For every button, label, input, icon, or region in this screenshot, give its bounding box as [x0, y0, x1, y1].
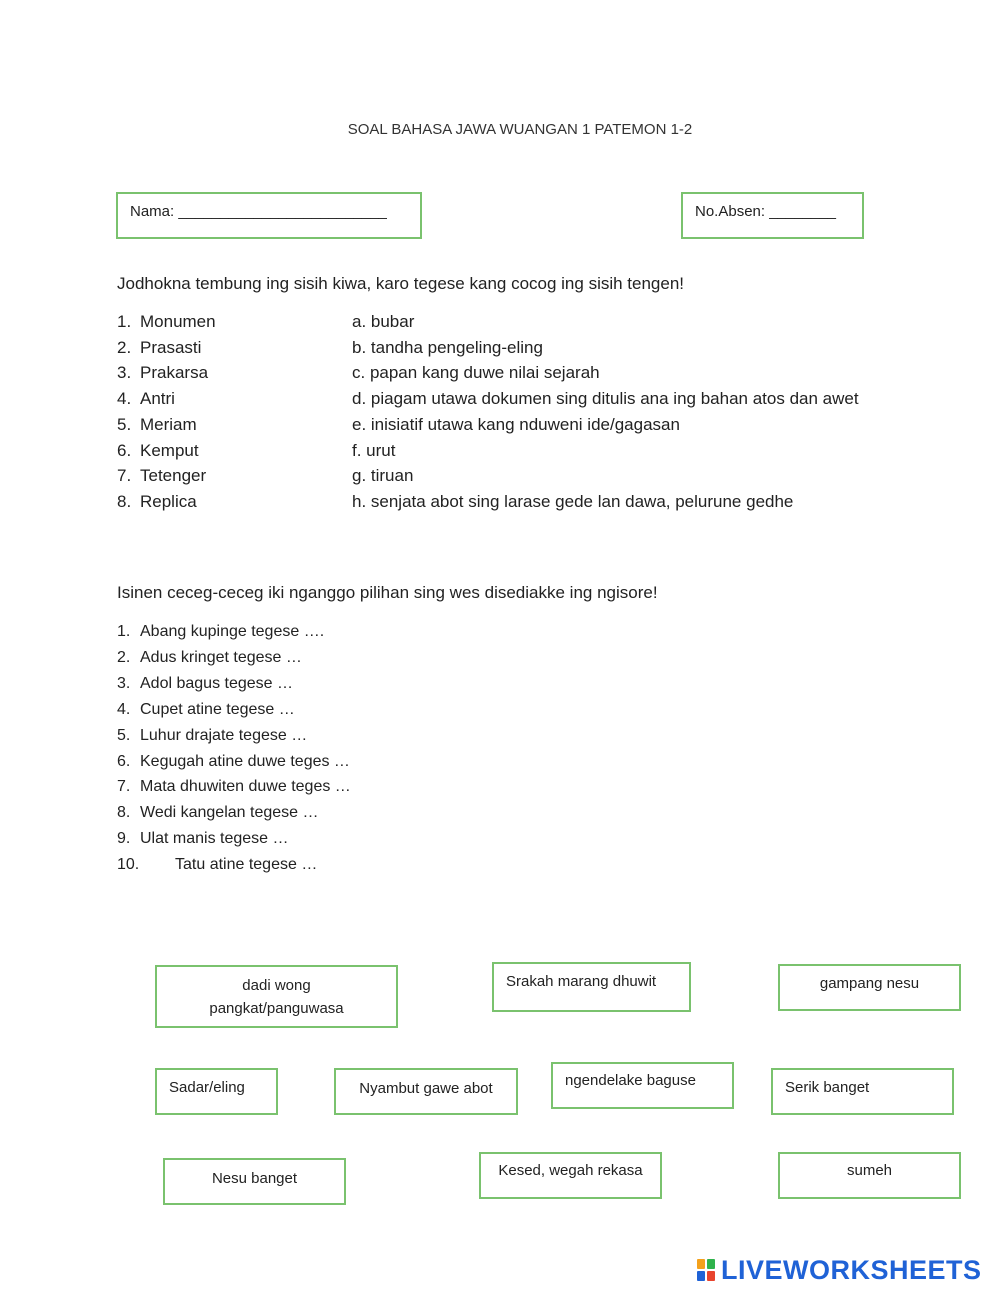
fill-in-number: 10. [117, 856, 140, 874]
name-box [116, 192, 422, 239]
option-box-7[interactable] [771, 1068, 954, 1115]
option-box-2[interactable] [492, 962, 691, 1012]
option-box-5[interactable] [334, 1068, 518, 1115]
option-box-8[interactable] [163, 1158, 346, 1205]
option-text: gampang nesu [819, 975, 920, 992]
option-text: pangkat/panguwasa [209, 1000, 344, 1017]
option-text: ngendelake baguse [565, 1072, 696, 1089]
fill-in-question: Ulat manis tegese … [140, 830, 289, 848]
fill-in-row [117, 856, 317, 874]
matching-number: 4. [117, 389, 132, 409]
option-text: Sadar/eling [169, 1079, 245, 1096]
matching-term: Replica [140, 491, 197, 511]
fill-in-number: 9. [117, 830, 131, 848]
fill-in-row [117, 649, 302, 667]
matching-number: 7. [117, 466, 132, 486]
fill-in-question: Kegugah atine duwe teges … [140, 752, 350, 770]
matching-number: 3. [117, 363, 132, 383]
matching-number: 2. [117, 337, 132, 357]
fill-in-row [117, 675, 293, 693]
matching-definition: b. tandha pengeling-eling [352, 337, 543, 357]
matching-number: 8. [117, 491, 132, 511]
option-text: sumeh [846, 1162, 893, 1179]
matching-term: Meriam [140, 414, 197, 434]
option-box-3[interactable] [778, 964, 961, 1011]
fill-in-row [117, 727, 307, 745]
fill-in-question: Luhur drajate tegese … [140, 726, 308, 744]
matching-term: Tetenger [140, 466, 207, 486]
option-box-1[interactable] [155, 965, 398, 1028]
option-text: Srakah marang dhuwit [506, 973, 657, 990]
option-text: Serik banget [785, 1079, 870, 1096]
name-field-label: Nama: _________________________ [130, 203, 387, 220]
matching-definition: c. papan kang duwe nilai sejarah [352, 363, 600, 383]
fill-in-question: Adus kringet tegese … [140, 648, 302, 666]
logo-block [697, 1271, 705, 1281]
fill-in-number: 6. [117, 752, 131, 770]
fill-in-question: Adol bagus tegese … [140, 674, 293, 692]
fill-in-number: 5. [117, 726, 131, 744]
matching-number: 5. [117, 414, 132, 434]
option-text: Kesed, wegah rekasa [498, 1162, 643, 1179]
matching-number: 6. [117, 440, 132, 460]
option-text: Nesu banget [211, 1170, 298, 1187]
option-box-4[interactable] [155, 1068, 278, 1115]
liveworksheets-blocks-icon [697, 1259, 715, 1281]
matching-term: Prakarsa [140, 363, 209, 383]
fill-in-row [117, 830, 289, 848]
matching-number: 1. [117, 312, 132, 331]
matching-definition: h. senjata abot sing larase gede lan dawa, pelurune gedhe [352, 491, 794, 511]
matching-definition: e. inisiatif utawa kang nduweni ide/gagasan [352, 414, 680, 434]
fill-in-question: Wedi kangelan tegese … [140, 804, 319, 822]
fill-in-row [117, 753, 350, 771]
matching-definition: g. tiruan [352, 466, 414, 486]
option-box-10[interactable] [778, 1152, 961, 1199]
fill-in-question: Cupet atine tegese … [140, 700, 295, 718]
matching-definition: f. urut [352, 440, 396, 460]
fill-in-row [117, 701, 295, 719]
page-title: SOAL BAHASA JAWA WUANGAN 1 PATEMON 1-2 [347, 121, 693, 138]
logo-block [707, 1271, 715, 1281]
section1-instruction: Jodhokna tembung ing sisih kiwa, karo tegese kang cocog ing sisih tengen! [117, 274, 685, 293]
fill-in-question: Mata dhuwiten duwe teges … [140, 778, 351, 796]
fill-in-number: 1. [117, 623, 131, 640]
fill-in-row [117, 778, 351, 796]
option-text: Nyambut gawe abot [359, 1080, 493, 1097]
matching-definition: d. piagam utawa dokumen sing ditulis ana ing bahan atos dan awet [352, 389, 859, 409]
fill-in-question: Tatu atine tegese … [175, 856, 318, 874]
matching-term: Antri [140, 389, 175, 409]
matching-term: Kemput [140, 440, 199, 460]
fill-in-row [117, 804, 318, 822]
logo-block [697, 1259, 705, 1269]
logo-text: LIVEWORKSHEETS [721, 1254, 982, 1285]
logo-block [707, 1259, 715, 1269]
fill-in-number: 4. [117, 700, 131, 718]
liveworksheets-logo [697, 1255, 982, 1285]
option-text: dadi wong [242, 977, 311, 994]
matching-term: Prasasti [140, 337, 202, 357]
matching-definition: a. bubar [352, 312, 415, 331]
absen-box [681, 192, 864, 239]
option-box-9[interactable] [479, 1152, 662, 1199]
section2-instruction: Isinen ceceg-ceceg iki nganggo pilihan sing wes disediakke ing ngisore! [117, 583, 658, 602]
fill-in-number: 2. [117, 648, 131, 666]
matching-term: Monumen [140, 312, 216, 331]
fill-in-question: Abang kupinge tegese …. [140, 623, 325, 640]
option-box-6[interactable] [551, 1062, 734, 1109]
fill-in-number: 7. [117, 778, 131, 796]
fill-in-row [117, 623, 324, 641]
fill-in-number: 3. [117, 674, 131, 692]
fill-in-number: 8. [117, 804, 131, 822]
absen-field-label: No.Absen: ________ [695, 203, 836, 220]
